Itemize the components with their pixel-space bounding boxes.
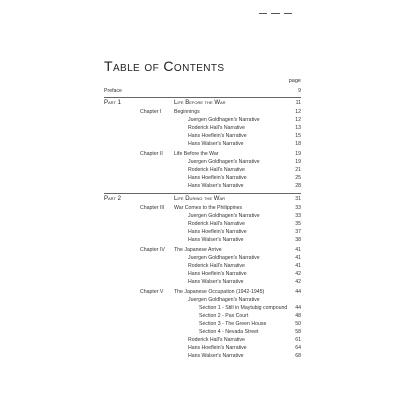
entry-page: 50 xyxy=(295,321,301,327)
entry-title: Section 2 - Pax Court xyxy=(199,313,249,319)
entry-page: 41 xyxy=(295,255,301,261)
chapter-row xyxy=(140,288,301,296)
entry-title: Hans Walser's Narrative xyxy=(188,279,244,285)
entry-title: Hans Walser's Narrative xyxy=(188,183,244,189)
entry-page: 42 xyxy=(295,271,301,277)
entry-title: Hans Hoeflein's Narrative xyxy=(188,271,247,277)
entry-page: 61 xyxy=(295,337,301,343)
narrative-row xyxy=(188,296,301,304)
entry-title: Hans Hoeflein's Narrative xyxy=(188,175,247,181)
narrative-row xyxy=(188,220,301,228)
chapter-row xyxy=(140,108,301,116)
chapter-row xyxy=(140,246,301,254)
entry-page: 25 xyxy=(295,175,301,181)
entry-title: Juergen Goldhagen's Narrative xyxy=(188,255,260,261)
entry-page: 41 xyxy=(295,263,301,269)
entry-page: 37 xyxy=(295,229,301,235)
entry-page: 44 xyxy=(295,305,301,311)
entry-page: 64 xyxy=(295,345,301,351)
narrative-row xyxy=(188,140,301,148)
chapter-label: Chapter V xyxy=(140,289,164,295)
preface-page: 9 xyxy=(298,88,301,94)
toc-preface xyxy=(104,87,301,95)
narrative-row xyxy=(188,132,301,140)
narrative-row xyxy=(188,158,301,166)
header-rule-marks xyxy=(259,13,292,14)
part-page: 11 xyxy=(295,100,301,106)
entry-title: Roderick Hall's Narrative xyxy=(188,167,245,173)
chapter-page: 44 xyxy=(295,289,301,295)
entry-page: 38 xyxy=(295,237,301,243)
part-label: Part 1 xyxy=(104,100,121,106)
entry-title: Roderick Hall's Narrative xyxy=(188,263,245,269)
section-row xyxy=(199,312,301,320)
narrative-row xyxy=(188,182,301,190)
entry-page: 15 xyxy=(295,133,301,139)
narrative-row xyxy=(188,344,301,352)
entry-page: 28 xyxy=(295,183,301,189)
chapter-title: Beginnings xyxy=(174,109,200,115)
chapter-label: Chapter III xyxy=(140,205,165,211)
preface-label: Preface xyxy=(104,88,122,94)
narrative-row xyxy=(188,270,301,278)
entry-page: 21 xyxy=(295,167,301,173)
chapter-title: The Japanese Occupation (1942-1945) xyxy=(174,289,265,295)
chapter-row xyxy=(140,204,301,212)
chapter-label: Chapter II xyxy=(140,151,163,157)
entry-title: Roderick Hall's Narrative xyxy=(188,337,245,343)
entry-page: 35 xyxy=(295,221,301,227)
entry-title: Hans Walser's Narrative xyxy=(188,141,244,147)
page-title: Table of Contents xyxy=(104,58,225,74)
entry-title: Section 4 - Nevada Street xyxy=(199,329,259,335)
chapter-row xyxy=(140,150,301,158)
entry-page: 18 xyxy=(295,141,301,147)
chapter-title: The Japanese Arrive xyxy=(174,247,222,253)
chapter-page: 41 xyxy=(295,247,301,253)
entry-title: Section 1 - Still in Maytubig compound xyxy=(199,305,288,311)
chapter-page: 33 xyxy=(295,205,301,211)
entry-title: Juergen Goldhagen's Narrative xyxy=(188,213,260,219)
narrative-row xyxy=(188,262,301,270)
entry-title: Hans Hoeflein's Narrative xyxy=(188,229,247,235)
entry-page: 19 xyxy=(295,159,301,165)
page-column-label: page xyxy=(288,78,301,84)
chapter-title: War Comes to the Philippines xyxy=(174,205,243,211)
section-row xyxy=(199,320,301,328)
part-divider xyxy=(104,97,301,98)
entry-page: 33 xyxy=(295,213,301,219)
entry-title: Juergen Goldhagen's Narrative xyxy=(188,117,260,123)
entry-title: Juergen Goldhagen's Narrative xyxy=(188,159,260,165)
part-title: Life Before the War xyxy=(174,100,226,106)
narrative-row xyxy=(188,352,301,360)
entry-title: Hans Walser's Narrative xyxy=(188,353,244,359)
chapter-page: 19 xyxy=(295,151,301,157)
part-page: 31 xyxy=(295,196,301,202)
chapter-label: Chapter IV xyxy=(140,247,165,253)
entry-title: Hans Hoeflein's Narrative xyxy=(188,345,247,351)
narrative-row xyxy=(188,278,301,286)
section-row xyxy=(199,304,301,312)
entry-page: 68 xyxy=(295,353,301,359)
narrative-row xyxy=(188,166,301,174)
narrative-row xyxy=(188,236,301,244)
entry-title: Section 3 - The Green House xyxy=(199,321,267,327)
entry-title: Roderick Hall's Narrative xyxy=(188,221,245,227)
part-title: Life During the War xyxy=(174,196,226,202)
entry-page: 58 xyxy=(295,329,301,335)
entry-page: 13 xyxy=(295,125,301,131)
entry-title: Roderick Hall's Narrative xyxy=(188,125,245,131)
part-divider xyxy=(104,193,301,194)
part-label: Part 2 xyxy=(104,196,121,202)
narrative-row xyxy=(188,212,301,220)
chapter-title: Life Before the War xyxy=(174,151,219,157)
narrative-row xyxy=(188,124,301,132)
entry-title: Hans Hoeflein's Narrative xyxy=(188,133,247,139)
entry-page: 12 xyxy=(295,117,301,123)
entry-title: Hans Walser's Narrative xyxy=(188,237,244,243)
section-row xyxy=(199,328,301,336)
narrative-row xyxy=(188,174,301,182)
chapter-page: 12 xyxy=(295,109,301,115)
entry-title: Juergen Goldhagen's Narrative xyxy=(188,297,260,303)
chapter-label: Chapter I xyxy=(140,109,162,115)
narrative-row xyxy=(188,228,301,236)
entry-page: 42 xyxy=(295,279,301,285)
entry-page: 48 xyxy=(295,313,301,319)
narrative-row xyxy=(188,116,301,124)
narrative-row xyxy=(188,336,301,344)
narrative-row xyxy=(188,254,301,262)
